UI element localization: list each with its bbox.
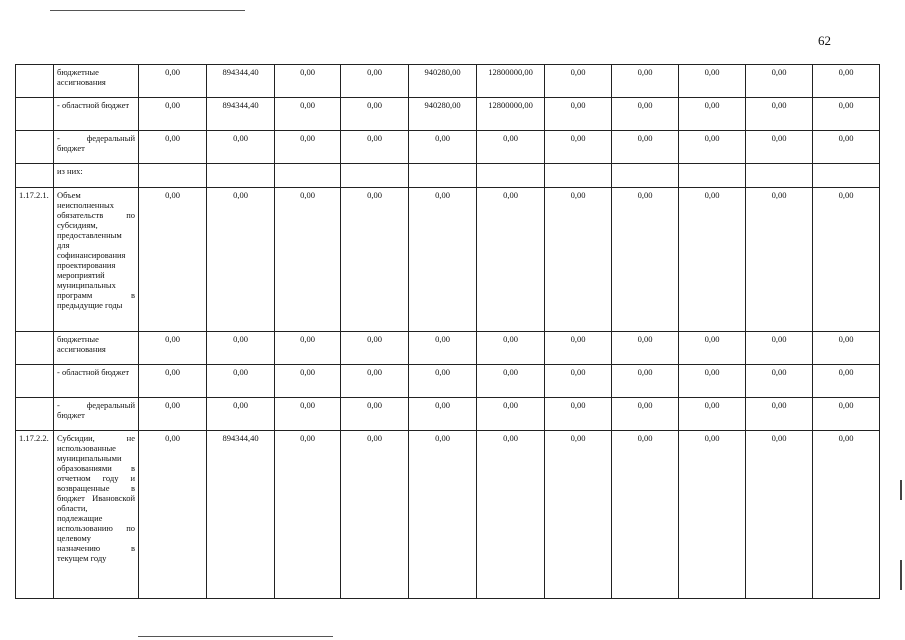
table-body [16,65,880,599]
value-cell: 0,00 [275,65,341,98]
table-row [16,188,880,332]
table-row [16,98,880,131]
value-cell [409,164,477,188]
scan-edge-mark [900,480,902,500]
value-cell: 0,00 [612,398,679,431]
value-cell: 940280,00 [409,65,477,98]
value-cell: 0,00 [139,398,207,431]
value-cell: 0,00 [477,431,545,599]
row-label: из них: [54,164,139,188]
value-cell: 0,00 [341,188,409,332]
top-rule [50,10,245,11]
value-cell: 0,00 [545,398,612,431]
value-cell: 0,00 [207,188,275,332]
value-cell: 0,00 [409,188,477,332]
value-cell: 0,00 [275,332,341,365]
value-cell: 0,00 [813,332,880,365]
value-cell: 0,00 [477,365,545,398]
value-cell: 0,00 [679,365,746,398]
value-cell [207,164,275,188]
value-cell: 0,00 [679,332,746,365]
value-cell: 0,00 [409,431,477,599]
row-code [16,365,54,398]
value-cell: 0,00 [139,431,207,599]
value-cell: 0,00 [612,188,679,332]
row-label: - областной бюджет [54,365,139,398]
row-code [16,332,54,365]
value-cell: 0,00 [341,98,409,131]
value-cell: 0,00 [545,431,612,599]
value-cell: 0,00 [139,365,207,398]
value-cell: 0,00 [612,332,679,365]
row-code [16,398,54,431]
value-cell: 0,00 [813,188,880,332]
value-cell: 894344,40 [207,431,275,599]
value-cell: 0,00 [612,65,679,98]
value-cell: 0,00 [545,332,612,365]
value-cell: 0,00 [275,98,341,131]
row-code: 1.17.2.2. [16,431,54,599]
value-cell: 0,00 [746,365,813,398]
table-row [16,398,880,431]
value-cell: 0,00 [207,131,275,164]
value-cell: 0,00 [275,398,341,431]
value-cell: 0,00 [139,98,207,131]
value-cell [139,164,207,188]
scan-edge-mark [900,560,902,590]
row-code [16,131,54,164]
value-cell: 0,00 [746,131,813,164]
value-cell [746,164,813,188]
row-code [16,98,54,131]
table-row [16,164,880,188]
value-cell: 0,00 [813,131,880,164]
row-label: - федеральный бюджет [54,131,139,164]
value-cell: 0,00 [409,332,477,365]
value-cell: 0,00 [275,188,341,332]
value-cell: 0,00 [275,131,341,164]
row-label: бюджетные ассигнования [54,65,139,98]
value-cell: 0,00 [679,431,746,599]
row-label: Субсидии, не использованные муниципальными образованиями в отчетном году и возвращенные в бюджет Ивановской области, подлежащие использованию по целевому назначению в текущем году [54,431,139,599]
row-code [16,164,54,188]
value-cell: 0,00 [275,365,341,398]
value-cell: 0,00 [207,398,275,431]
value-cell: 0,00 [679,188,746,332]
value-cell: 0,00 [341,398,409,431]
value-cell: 0,00 [612,98,679,131]
value-cell: 0,00 [341,332,409,365]
value-cell [341,164,409,188]
value-cell: 0,00 [746,398,813,431]
row-label: - федеральный бюджет [54,398,139,431]
value-cell: 0,00 [746,65,813,98]
value-cell: 0,00 [545,98,612,131]
value-cell: 0,00 [612,131,679,164]
value-cell: 0,00 [679,131,746,164]
value-cell: 0,00 [139,188,207,332]
row-label: - областной бюджет [54,98,139,131]
value-cell: 0,00 [746,98,813,131]
value-cell: 0,00 [612,431,679,599]
value-cell [813,164,880,188]
table-row [16,65,880,98]
value-cell: 0,00 [409,398,477,431]
value-cell: 0,00 [545,188,612,332]
value-cell: 0,00 [409,131,477,164]
bottom-rule [138,636,333,637]
value-cell: 0,00 [477,131,545,164]
value-cell [275,164,341,188]
value-cell [477,164,545,188]
value-cell: 0,00 [341,131,409,164]
table-row [16,332,880,365]
value-cell: 0,00 [545,65,612,98]
value-cell: 0,00 [746,188,813,332]
table-row [16,131,880,164]
value-cell: 0,00 [409,365,477,398]
value-cell: 0,00 [341,365,409,398]
value-cell: 0,00 [679,65,746,98]
table-row [16,431,880,599]
page-number: 62 [818,33,831,48]
value-cell: 0,00 [813,65,880,98]
value-cell: 0,00 [341,431,409,599]
value-cell: 0,00 [679,98,746,131]
value-cell: 0,00 [545,365,612,398]
value-cell: 894344,40 [207,98,275,131]
value-cell: 0,00 [139,65,207,98]
budget-table [15,64,880,599]
value-cell: 0,00 [813,365,880,398]
value-cell: 0,00 [477,398,545,431]
value-cell: 0,00 [813,431,880,599]
value-cell: 0,00 [813,398,880,431]
row-label: Объем неисполненных обязательств по субсидиям, предоставленным для софинансирования проектирования мероприятий муниципальных программ в предыдущие годы [54,188,139,332]
value-cell: 0,00 [612,365,679,398]
value-cell: 0,00 [139,332,207,365]
value-cell [545,164,612,188]
value-cell: 12800000,00 [477,98,545,131]
value-cell: 12800000,00 [477,65,545,98]
value-cell: 0,00 [341,65,409,98]
value-cell: 894344,40 [207,65,275,98]
value-cell [612,164,679,188]
row-label: бюджетные ассигнования [54,332,139,365]
value-cell: 0,00 [746,431,813,599]
row-code: 1.17.2.1. [16,188,54,332]
value-cell: 0,00 [813,98,880,131]
value-cell: 0,00 [207,332,275,365]
value-cell: 0,00 [477,188,545,332]
value-cell: 0,00 [275,431,341,599]
value-cell: 0,00 [679,398,746,431]
value-cell: 0,00 [139,131,207,164]
value-cell: 0,00 [477,332,545,365]
value-cell [679,164,746,188]
table-row [16,365,880,398]
value-cell: 0,00 [545,131,612,164]
row-code [16,65,54,98]
value-cell: 0,00 [746,332,813,365]
value-cell: 940280,00 [409,98,477,131]
value-cell: 0,00 [207,365,275,398]
